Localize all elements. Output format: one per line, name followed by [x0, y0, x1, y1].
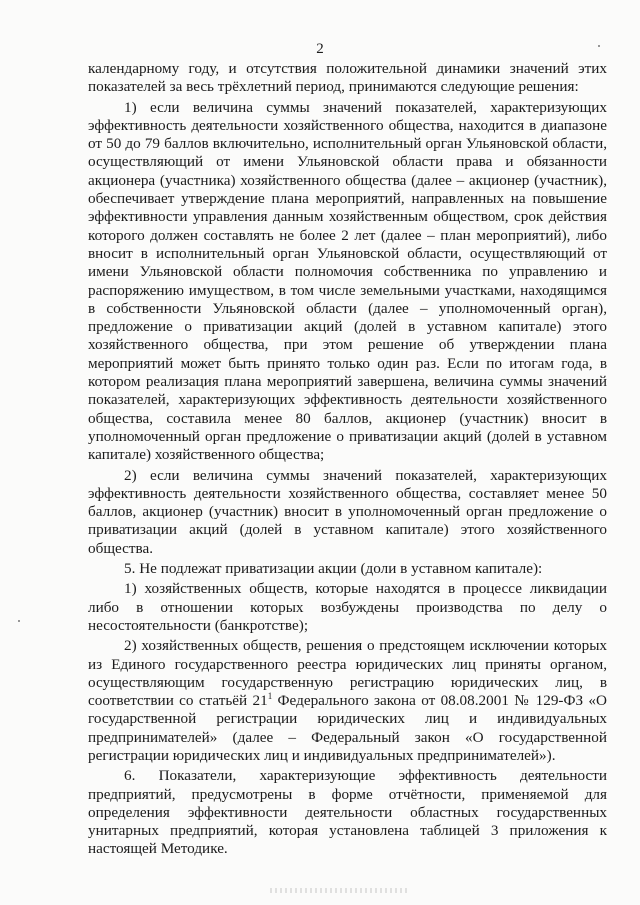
paragraph-item-2: 2) если величина суммы значений показателей, характеризующих эффективность деятельности хозяйственного общества, составляет менее 50 баллов, акционер (участник) вносит в уполномоченный орган предложение о приватизации акций (долей в уставном капитале) этого хозяйственного общества.: [88, 466, 607, 557]
paragraph-section-5-item-2-text: 2) хозяйственных обществ, решения о предстоящем исключении которых из Единого государственного реестра юридических лиц приняты органом, осуществляющим государственную регистрацию юридических лиц, в соответствии со статьёй 21: [88, 637, 607, 710]
paragraph-section-5-item-2: [88, 637, 607, 765]
document-body: [88, 60, 607, 859]
paragraph-item-1: 1) если величина суммы значений показателей, характеризующих эффективность деятельности хозяйственного общества, находится в диапазоне от 50 до 79 баллов включительно, исполнительный орган Ульяновской области, осуществляющий от имени Ульяновской области права и обязанности акционера (участника) хозяйственного общества (далее – акционер (участник), обеспечивает утверждение плана мероприятий, направленных на повышение эффективности управления данным хозяйственным обществом, срок действия которого должен составлять не более 2 лет (далее – план мероприятий), либо вносит в исполнительный орган Ульяновской области, осуществляющий от имени Ульяновской области полномочия собственника по управлению и распоряжению имуществом, в том числе земельными участками, находящимся в собственности Ульяновской области (далее – уполномоченный орган), предложение о приватизации акций (долей в уставном капитале) этого хозяйственного общества, при этом решение об утверждении плана мероприятий может быть принято только один раз. Если по итогам года, в котором реализация плана мероприятий завершена, величина суммы значений показателей, характеризующих эффективность деятельности хозяйственного общества, составила менее 80 баллов, акционер (участник) вносит в уполномоченный орган предложение о приватизации акций (долей в уставном капитале) хозяйственного общества;: [88, 98, 607, 464]
paragraph-continuation: календарному году, и отсутствия положительной динамики значений этих показателей за весь трёхлетний период, принимаются следующие решения:: [88, 60, 607, 96]
scan-dot: [18, 620, 20, 622]
superscript-article-index: 1: [267, 691, 273, 702]
scan-dot: [598, 45, 600, 47]
paragraph-section-6: 6. Показатели, характеризующие эффективность деятельности предприятий, предусмотрены в форме отчётности, применяемой для определения эффективности деятельности областных государственных унитарных предприятий, которая установлена таблицей 3 приложения к настоящей Методике.: [88, 767, 607, 858]
paragraph-section-5-item-2-text-end: Федерального закона от 08.08.2001 № 129-ФЗ «О государственной регистрации юридических лиц и индивидуальных предпринимателей» (далее – Федеральный закон «О государственной регистрации юридических лиц и индивидуальных предпринимателей»).: [88, 692, 607, 764]
scan-artifact: [270, 888, 410, 893]
paragraph-section-5-item-1: 1) хозяйственных обществ, которые находятся в процессе ликвидации либо в отношении которых возбуждены производства по делу о несостоятельности (банкротстве);: [88, 580, 607, 634]
paragraph-section-5: 5. Не подлежат приватизации акции (доли в уставном капитале):: [124, 560, 543, 578]
page-number: 2: [316, 41, 324, 57]
